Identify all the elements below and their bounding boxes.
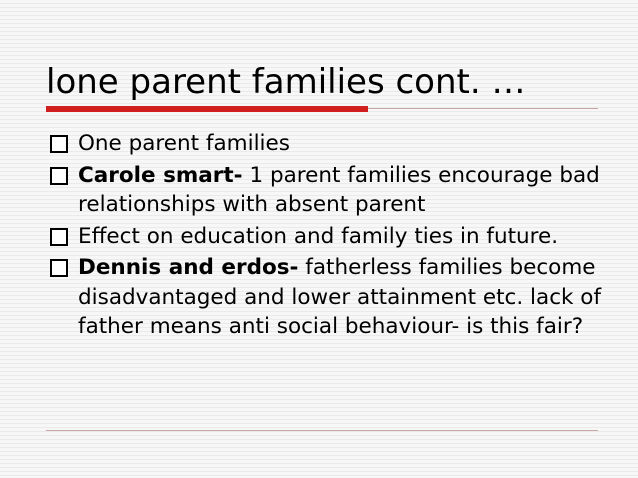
bottom-rule (46, 430, 598, 431)
checkbox-icon (50, 228, 68, 246)
slide-title: lone parent families cont. … (46, 62, 526, 102)
bullet-text: fatherless families become disadvantaged and lower attainment etc. lack of father means anti social behaviour- is this fair? (78, 255, 602, 339)
bullet-item-one-parent-families (46, 129, 606, 159)
bullet-item-dennis-and-erdos (46, 253, 606, 342)
checkbox-icon (50, 135, 68, 153)
bullet-list (46, 129, 606, 344)
bullet-bold-lead: Dennis and erdos- (78, 255, 299, 280)
bullet-text: Effect on education and family ties in future. (78, 223, 559, 249)
bullet-item-carole-smart (46, 161, 606, 220)
checkbox-icon (50, 259, 68, 277)
title-accent-bar (46, 106, 368, 112)
bullet-text: 1 parent families encourage bad relationships with absent parent (78, 162, 600, 217)
bullet-bold-lead: Carole smart- (78, 162, 243, 188)
checkbox-icon (50, 167, 68, 185)
bullet-item-effect-on-education (46, 222, 606, 252)
bullet-text: One parent families (78, 131, 290, 156)
